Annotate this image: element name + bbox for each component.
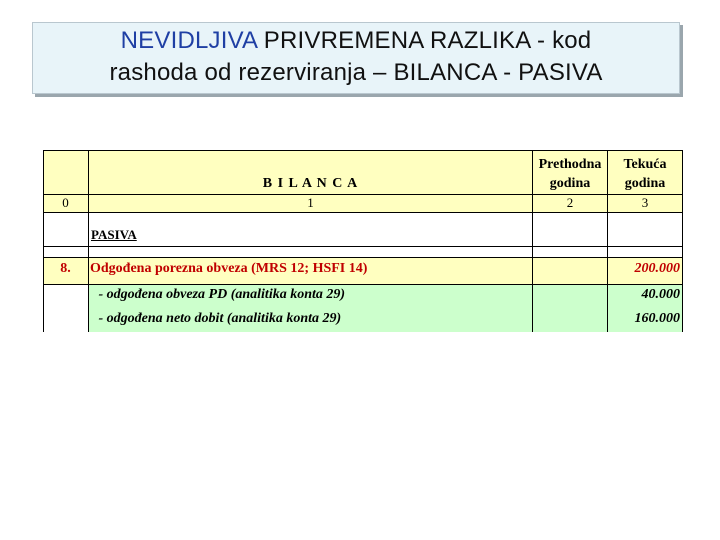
header-prev-year — [533, 155, 607, 193]
header-curr-year-line2: godina — [624, 176, 666, 191]
header-bilanca: B I L A N C A — [262, 176, 359, 191]
balance-sheet-table — [43, 150, 683, 332]
row-8-label: Odgođena porezna obveza (MRS 12; HSFI 14) — [90, 261, 368, 276]
title-line2: rashoda od rezerviranja – BILANCA - PASIVA — [109, 59, 603, 86]
detail-row-label: - odgođena neto dobit (analitika konta 29) — [95, 311, 342, 326]
section-label-pasiva: PASIVA — [91, 227, 137, 242]
row-8-top-border — [43, 257, 683, 258]
row-8-curr-value: 200.000 — [634, 261, 680, 276]
header-prev-year-line2: godina — [549, 176, 591, 191]
detail-row-label: - odgođena obveza PD (analitika konta 29) — [95, 287, 346, 302]
header-prev-year-line1: Prethodna — [538, 157, 602, 172]
table-top-border — [43, 150, 683, 151]
header-curr-year-line1: Tekuća — [623, 157, 667, 172]
section-divider — [43, 246, 683, 247]
slide-title — [33, 25, 679, 89]
col-number-1: 1 — [307, 195, 314, 210]
col-number-3: 3 — [641, 195, 649, 210]
col-right-border — [682, 150, 683, 332]
header-curr-year — [608, 155, 682, 193]
col-number-2: 2 — [566, 195, 574, 210]
col-left-border — [43, 150, 44, 332]
gap-fill — [43, 247, 683, 257]
row-8-number: 8. — [60, 261, 71, 276]
detail-row-curr-value: 40.000 — [641, 287, 680, 302]
detail-row-curr-value: 160.000 — [634, 311, 680, 326]
slide-title-box — [32, 22, 680, 94]
row-8-bottom-border — [43, 284, 683, 285]
col-number-divider — [43, 212, 683, 213]
col-number-0: 0 — [62, 195, 69, 210]
title-accent: NEVIDLJIVA — [120, 27, 257, 54]
title-line1-rest: PRIVREMENA RAZLIKA - kod — [256, 27, 592, 54]
